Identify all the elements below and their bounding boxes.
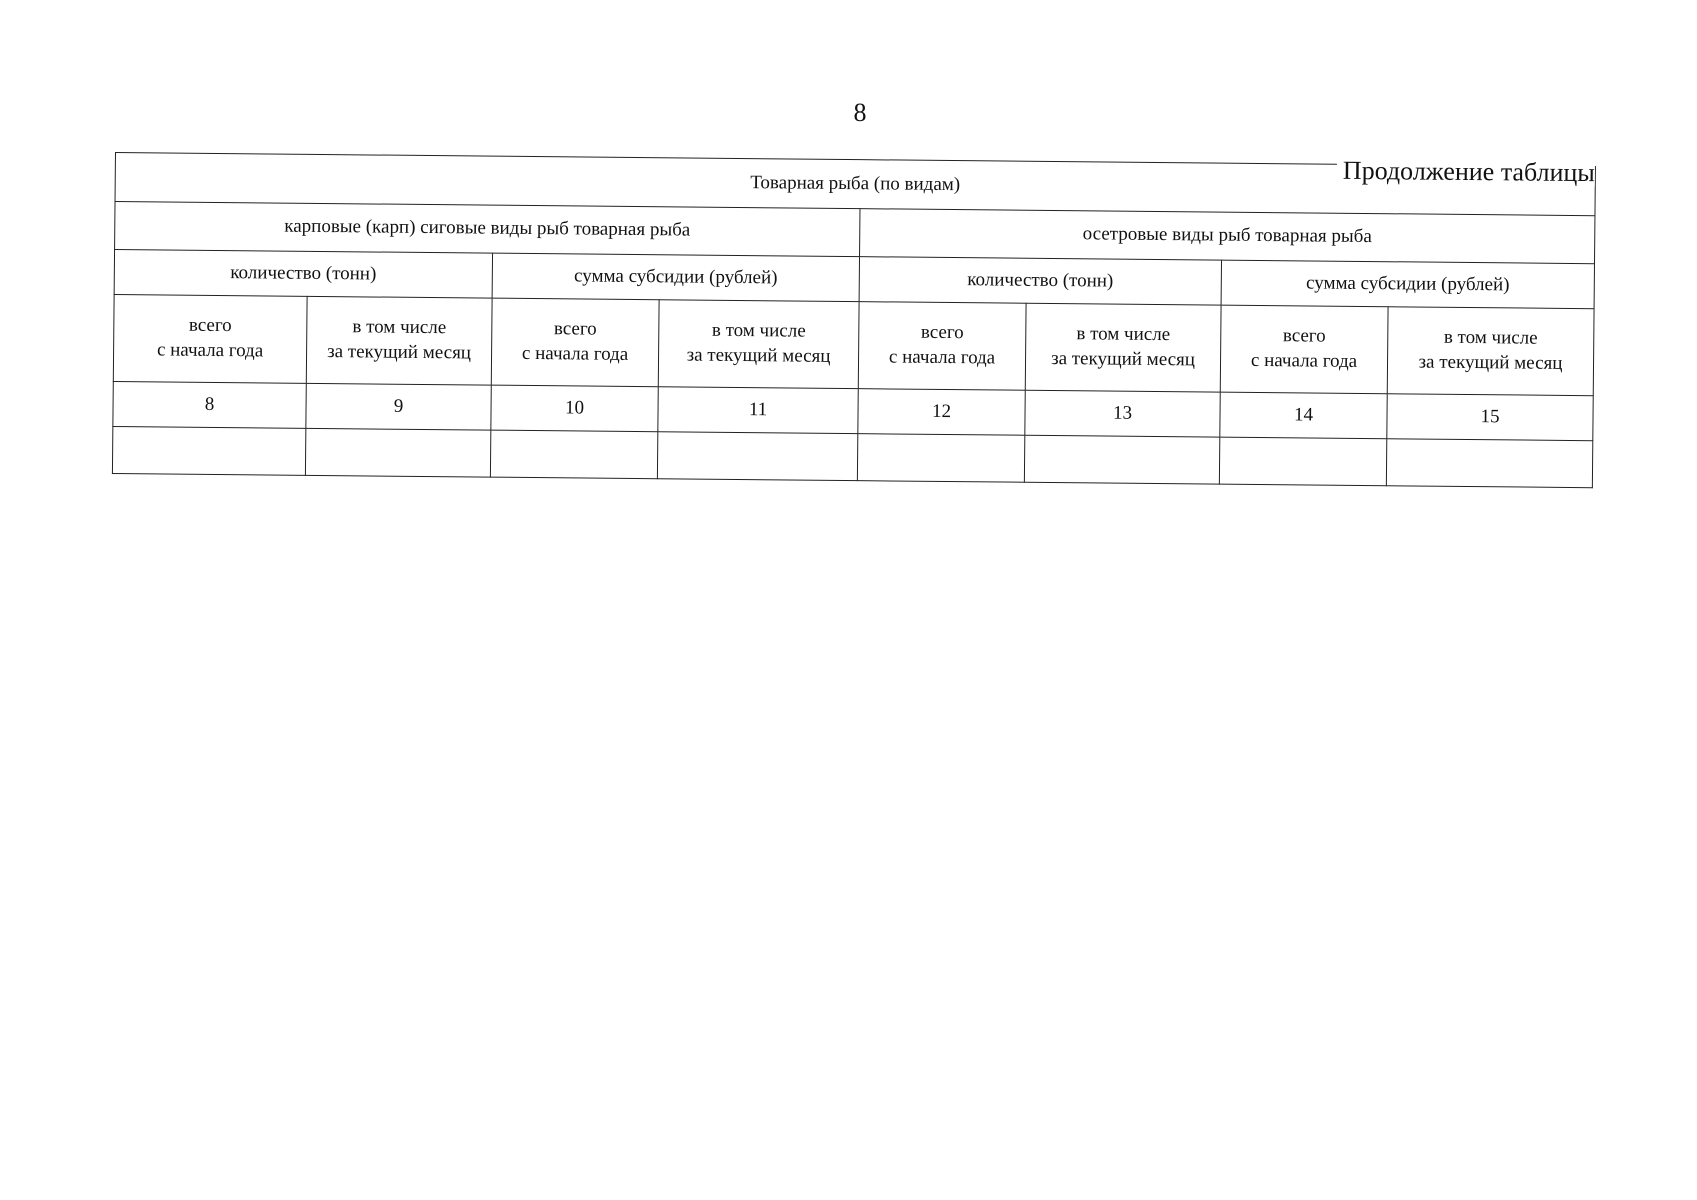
leaf-header-line: всего <box>188 315 232 337</box>
leaf-header-line: за текущий месяц <box>1051 347 1196 371</box>
leaf-header-line: всего <box>1282 325 1326 347</box>
leaf-header-line: за текущий месяц <box>686 344 831 367</box>
column-number: 12 <box>858 389 1025 436</box>
leaf-header <box>1387 307 1594 396</box>
leaf-header-row <box>113 294 1594 395</box>
group-header-sturgeon: осетровые виды рыб товарная рыба <box>860 209 1595 264</box>
data-cell <box>305 428 490 477</box>
subheader-carp-quantity: количество (тонн) <box>114 250 492 299</box>
leaf-header <box>113 294 307 383</box>
leaf-header-line: в том числе <box>711 320 806 342</box>
data-cell <box>857 434 1024 483</box>
leaf-header <box>1220 305 1388 394</box>
leaf-header <box>1025 303 1221 392</box>
leaf-header-line: всего <box>553 318 597 340</box>
data-cell <box>1024 435 1219 484</box>
data-cell <box>657 432 857 481</box>
continuation-label: Продолжение таблицы <box>1337 158 1595 186</box>
leaf-header-line: за текущий месяц <box>1418 351 1563 374</box>
leaf-header <box>491 298 659 387</box>
column-number: 15 <box>1387 394 1593 441</box>
column-number: 14 <box>1220 392 1387 439</box>
data-cell <box>1219 437 1386 486</box>
leaf-header <box>658 300 859 389</box>
column-number: 13 <box>1025 390 1220 437</box>
subheader-sturgeon-quantity: количество (тонн) <box>859 257 1221 305</box>
leaf-header-line: с начала года <box>1250 349 1358 372</box>
data-cell <box>1386 439 1592 488</box>
page-number: 8 <box>853 98 867 127</box>
leaf-header <box>858 302 1026 391</box>
leaf-header-line: с начала года <box>888 346 996 369</box>
group-header-carp: карповые (карп) сиговые виды рыб товарная рыба <box>115 202 860 257</box>
fish-subsidy-table <box>112 152 1596 488</box>
column-number: 8 <box>113 381 306 428</box>
subheader-sturgeon-subsidy: сумма субсидии (рублей) <box>1221 260 1594 309</box>
data-cell <box>112 426 305 475</box>
column-number: 9 <box>306 383 491 430</box>
subheader-carp-subsidy: сумма субсидии (рублей) <box>492 253 859 302</box>
leaf-header-line: в том числе <box>1076 323 1171 346</box>
column-number: 11 <box>658 387 858 434</box>
leaf-header-line: с начала года <box>521 342 629 365</box>
column-number: 10 <box>491 385 658 432</box>
leaf-header-line: за текущий месяц <box>327 341 472 364</box>
table-container <box>112 152 1595 488</box>
leaf-header-line: в том числе <box>1443 327 1538 349</box>
leaf-header-line: всего <box>920 322 964 344</box>
data-cell <box>490 430 657 479</box>
table-title: Товарная рыба (по видам) <box>115 153 1595 216</box>
leaf-header <box>306 296 492 385</box>
leaf-header-line: в том числе <box>352 316 447 339</box>
leaf-header-line: с начала года <box>156 339 264 362</box>
